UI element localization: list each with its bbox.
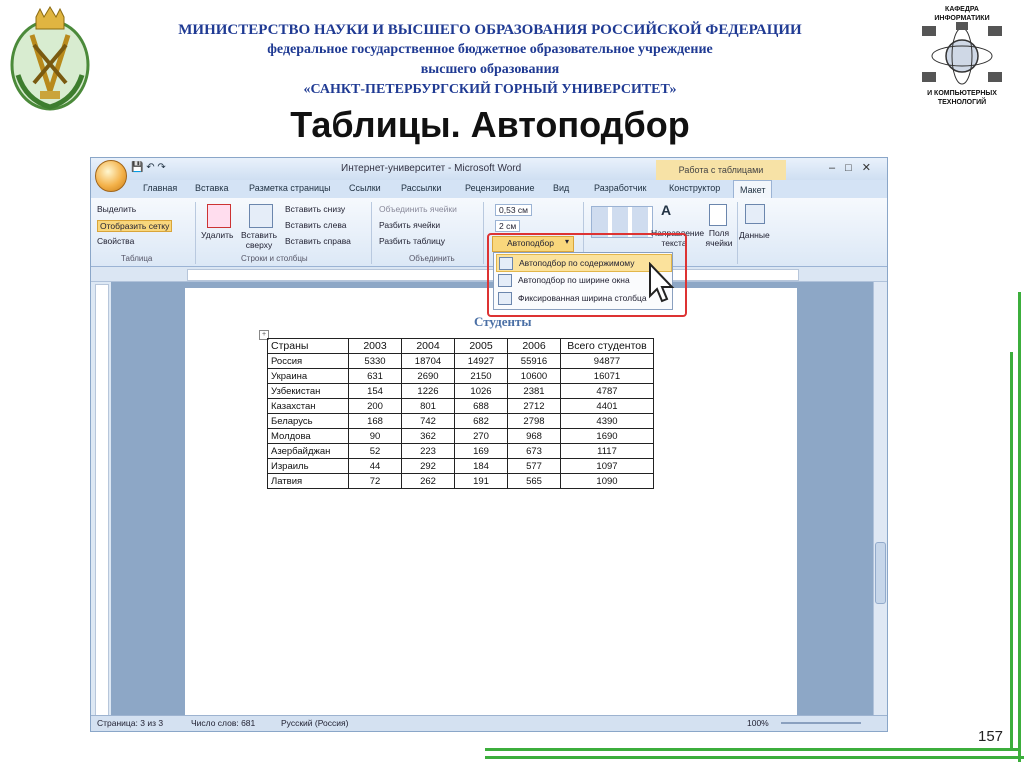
table-row[interactable]: [268, 354, 654, 369]
table-row[interactable]: [268, 474, 654, 489]
country-cell[interactable]: Украина: [268, 369, 349, 384]
properties-button[interactable]: Свойства: [97, 236, 135, 246]
country-cell[interactable]: Беларусь: [268, 414, 349, 429]
total-cell[interactable]: 1097: [561, 459, 654, 474]
tab-layout[interactable]: Макет: [733, 180, 772, 199]
status-page[interactable]: Страница: 3 из 3: [97, 718, 164, 728]
menu-item-label: Автоподбор по ширине окна: [518, 275, 630, 285]
year-cell[interactable]: 184: [455, 459, 508, 474]
dept-line1: КАФЕДРА: [945, 6, 979, 13]
year-cell[interactable]: 1226: [402, 384, 455, 399]
chevron-down-icon: ▾: [564, 237, 569, 246]
total-cell[interactable]: Всего студентов: [561, 339, 654, 354]
group-divider: [737, 202, 738, 264]
table-row[interactable]: [268, 459, 654, 474]
country-cell[interactable]: Молдова: [268, 429, 349, 444]
green-line: [1010, 352, 1013, 750]
total-cell[interactable]: 4401: [561, 399, 654, 414]
tab-review[interactable]: Рецензирование: [465, 183, 535, 193]
dept-line4: ТЕХНОЛОГИЙ: [937, 99, 987, 106]
year-cell[interactable]: 223: [402, 444, 455, 459]
mouse-pointer-icon: [646, 262, 676, 304]
year-cell[interactable]: 2690: [402, 369, 455, 384]
text-direction-icon[interactable]: A: [661, 202, 672, 218]
group-divider: [371, 202, 372, 264]
autofit-contents-icon: [499, 257, 513, 270]
total-cell[interactable]: 1090: [561, 474, 654, 489]
total-cell[interactable]: 4390: [561, 414, 654, 429]
year-cell[interactable]: 169: [455, 444, 508, 459]
status-words[interactable]: Число слов: 681: [191, 718, 256, 728]
year-cell[interactable]: 2712: [508, 399, 561, 414]
university-name: «САНКТ-ПЕТЕРБУРГСКИЙ ГОРНЫЙ УНИВЕРСИТЕТ»: [303, 82, 677, 97]
year-cell[interactable]: 14927: [455, 354, 508, 369]
year-cell[interactable]: 52: [349, 444, 402, 459]
country-cell[interactable]: Латвия: [268, 474, 349, 489]
status-language[interactable]: Русский (Россия): [281, 718, 349, 728]
fixed-width-icon: [498, 292, 512, 305]
status-bar: [91, 715, 887, 732]
ribbon-tabs: [91, 180, 887, 198]
cell-margins-button[interactable]: Поля ячейки: [705, 228, 733, 248]
year-cell[interactable]: 2004: [402, 339, 455, 354]
split-table-button[interactable]: Разбить таблицу: [379, 236, 445, 246]
year-cell[interactable]: 565: [508, 474, 561, 489]
total-cell[interactable]: 16071: [561, 369, 654, 384]
page-number: 157: [978, 728, 1004, 745]
vertical-ruler[interactable]: [95, 284, 109, 716]
table-row[interactable]: [268, 369, 654, 384]
green-line: [485, 756, 1024, 759]
dept-line3: И КОМПЬЮТЕРНЫХ: [927, 90, 997, 97]
year-cell[interactable]: 90: [349, 429, 402, 444]
table-caption: Студенты: [474, 314, 532, 329]
total-cell[interactable]: 1690: [561, 429, 654, 444]
country-cell[interactable]: Страны: [268, 339, 349, 354]
country-cell[interactable]: Узбекистан: [268, 384, 349, 399]
table-row[interactable]: [268, 414, 654, 429]
data-button[interactable]: Данные: [739, 230, 770, 240]
year-cell[interactable]: 168: [349, 414, 402, 429]
insert-left-button[interactable]: Вставить слева: [285, 220, 347, 230]
data-icon[interactable]: [745, 204, 765, 224]
merge-group-label: Объединить: [409, 254, 455, 263]
country-cell[interactable]: Казахстан: [268, 399, 349, 414]
tab-developer[interactable]: Разработчик: [594, 183, 647, 193]
total-cell[interactable]: 1117: [561, 444, 654, 459]
year-cell[interactable]: 2798: [508, 414, 561, 429]
year-cell[interactable]: 270: [455, 429, 508, 444]
vertical-scrollbar[interactable]: [873, 282, 886, 715]
title-bar: [91, 158, 887, 180]
office-button[interactable]: [95, 160, 127, 192]
students-table[interactable]: [267, 338, 654, 489]
tab-insert[interactable]: Вставка: [195, 183, 229, 193]
select-button[interactable]: Выделить: [97, 204, 137, 214]
year-cell[interactable]: 2006: [508, 339, 561, 354]
tab-view[interactable]: Вид: [553, 183, 570, 193]
cell-margins-icon[interactable]: [709, 204, 727, 226]
text-direction-button[interactable]: Направление текста: [651, 228, 705, 248]
split-cells-button[interactable]: Разбить ячейки: [379, 220, 441, 230]
year-cell[interactable]: 191: [455, 474, 508, 489]
insert-right-button[interactable]: Вставить справа: [285, 236, 351, 246]
year-cell[interactable]: 577: [508, 459, 561, 474]
column-width-input[interactable]: 2 см: [495, 220, 520, 232]
country-cell[interactable]: Азербайджан: [268, 444, 349, 459]
year-cell[interactable]: 673: [508, 444, 561, 459]
university-crest-logo: [6, 5, 94, 113]
slide-title: Таблицы. Автоподбор: [290, 104, 690, 145]
total-cell[interactable]: 4787: [561, 384, 654, 399]
year-cell[interactable]: 801: [402, 399, 455, 414]
department-logo: [908, 0, 1016, 118]
window-title: Интернет-университет - Microsoft Word: [341, 163, 522, 174]
year-cell[interactable]: 292: [402, 459, 455, 474]
redo-icon[interactable]: ↷: [157, 162, 166, 173]
window-controls[interactable]: –□✕: [829, 162, 881, 174]
menu-item-label: Автоподбор по содержимому: [519, 258, 635, 268]
scroll-thumb[interactable]: [875, 542, 886, 604]
year-cell[interactable]: 44: [349, 459, 402, 474]
year-cell[interactable]: 688: [455, 399, 508, 414]
insert-above-icon[interactable]: [249, 204, 273, 228]
menu-item-fixed-width[interactable]: [496, 290, 670, 306]
year-cell[interactable]: 682: [455, 414, 508, 429]
rows-group-label: Строки и столбцы: [241, 254, 308, 263]
year-cell[interactable]: 2150: [455, 369, 508, 384]
education-level: высшего образования: [420, 62, 560, 77]
year-cell[interactable]: 2003: [349, 339, 402, 354]
year-cell[interactable]: 262: [402, 474, 455, 489]
delete-icon[interactable]: [207, 204, 231, 228]
year-cell[interactable]: 742: [402, 414, 455, 429]
network-globe-icon: [920, 22, 1004, 88]
autofit-window-icon: [498, 274, 512, 287]
year-cell[interactable]: 631: [349, 369, 402, 384]
ministry-title: МИНИСТЕРСТВО НАУКИ И ВЫСШЕГО ОБРАЗОВАНИЯ РОССИЙСКОЙ ФЕДЕРАЦИИ: [178, 22, 802, 38]
country-cell[interactable]: Россия: [268, 354, 349, 369]
table-move-handle[interactable]: +: [259, 330, 269, 340]
tab-mailings[interactable]: Рассылки: [401, 183, 442, 193]
year-cell[interactable]: 72: [349, 474, 402, 489]
green-line: [1018, 292, 1021, 762]
zoom-slider[interactable]: [781, 722, 861, 724]
save-icon[interactable]: 💾: [131, 162, 144, 173]
menu-item-label: Фиксированная ширина столбца: [518, 293, 647, 303]
country-cell[interactable]: Израиль: [268, 459, 349, 474]
table-row[interactable]: [268, 399, 654, 414]
table-header-row[interactable]: [268, 339, 654, 354]
year-cell[interactable]: 5330: [349, 354, 402, 369]
table-group-label: Таблица: [121, 254, 153, 263]
total-cell[interactable]: 94877: [561, 354, 654, 369]
tab-home[interactable]: Главная: [143, 183, 178, 193]
delete-button[interactable]: Удалить: [201, 230, 234, 240]
group-divider: [195, 202, 196, 264]
group-divider: [483, 202, 484, 264]
tab-page-layout[interactable]: Разметка страницы: [249, 183, 331, 193]
year-cell[interactable]: 18704: [402, 354, 455, 369]
table-tools-context-tab: Работа с таблицами: [656, 160, 786, 180]
table-row[interactable]: [268, 444, 654, 459]
year-cell[interactable]: 154: [349, 384, 402, 399]
table-row[interactable]: [268, 429, 654, 444]
merge-cells-button[interactable]: Объединить ячейки: [379, 204, 457, 214]
year-cell[interactable]: 2381: [508, 384, 561, 399]
autofit-button[interactable]: [492, 236, 574, 252]
year-cell[interactable]: 362: [402, 429, 455, 444]
menu-item-autofit-window[interactable]: [496, 272, 670, 288]
year-cell[interactable]: 2005: [455, 339, 508, 354]
autofit-label: Автоподбор: [507, 238, 554, 248]
year-cell[interactable]: 200: [349, 399, 402, 414]
quick-access-toolbar[interactable]: [131, 162, 166, 173]
year-cell[interactable]: 968: [508, 429, 561, 444]
tab-design[interactable]: Конструктор: [669, 183, 721, 193]
year-cell[interactable]: 55916: [508, 354, 561, 369]
undo-icon[interactable]: ↶: [146, 162, 155, 173]
show-grid-button[interactable]: Отобразить сетку: [97, 220, 172, 232]
status-zoom[interactable]: 100%: [747, 718, 769, 728]
tab-references[interactable]: Ссылки: [349, 183, 381, 193]
institution-type: федеральное государственное бюджетное образовательное учреждение: [267, 42, 713, 57]
insert-above-button[interactable]: Вставить сверху: [240, 230, 278, 250]
dept-line2: ИНФОРМАТИКИ: [934, 15, 990, 22]
row-height-input[interactable]: 0,53 см: [495, 204, 532, 216]
green-line: [485, 748, 1020, 751]
insert-below-button[interactable]: Вставить снизу: [285, 204, 346, 214]
table-row[interactable]: [268, 384, 654, 399]
year-cell[interactable]: 10600: [508, 369, 561, 384]
year-cell[interactable]: 1026: [455, 384, 508, 399]
